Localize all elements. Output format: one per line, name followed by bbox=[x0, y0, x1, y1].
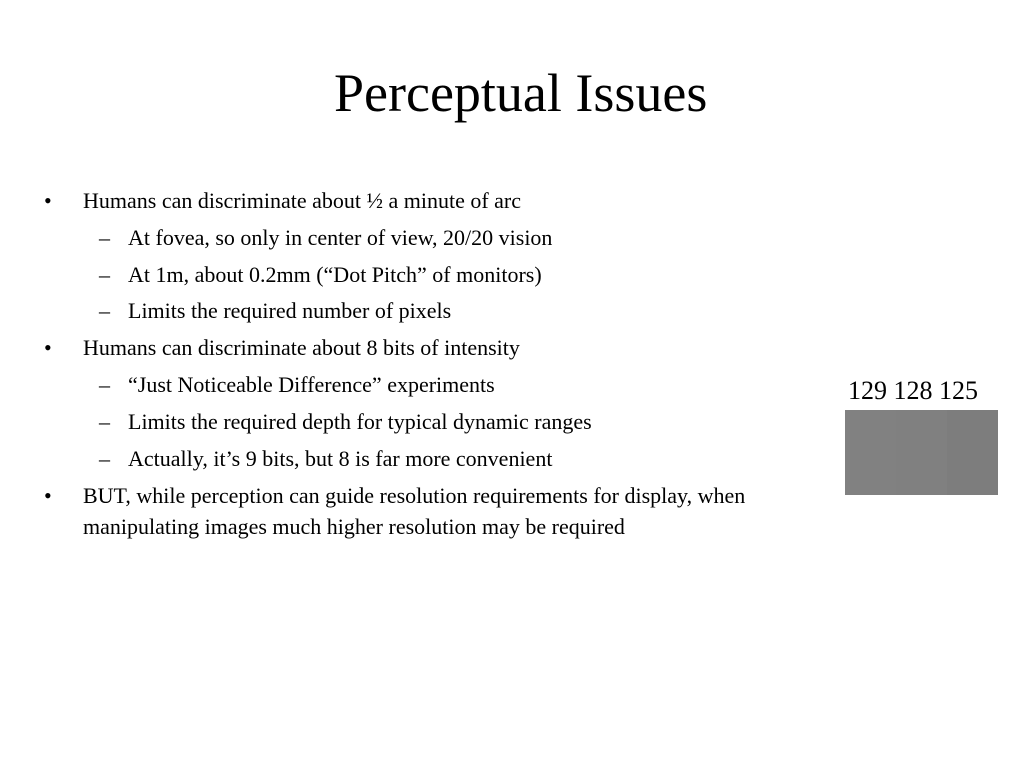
intensity-swatch-129 bbox=[845, 410, 896, 495]
bullet-marker: • bbox=[44, 483, 52, 508]
sub-marker: – bbox=[99, 225, 110, 250]
bullet-2-text: Humans can discriminate about 8 bits of intensity bbox=[83, 335, 520, 360]
sub-marker: – bbox=[99, 409, 110, 434]
bullet-2-sub-3: Actually, it’s 9 bits, but 8 is far more convenient bbox=[128, 446, 553, 471]
sub-marker: – bbox=[99, 262, 110, 287]
bullet-marker: • bbox=[44, 188, 52, 213]
bullet-1-sub-3: Limits the required number of pixels bbox=[128, 298, 452, 323]
sub-marker: – bbox=[99, 372, 110, 397]
intensity-values-label: 129 128 125 bbox=[848, 376, 978, 405]
bullet-1-sub-1: At fovea, so only in center of view, 20/20 vision bbox=[128, 225, 553, 250]
bullet-marker: • bbox=[44, 335, 52, 360]
bullet-1-text: Humans can discriminate about ½ a minute of arc bbox=[83, 188, 522, 213]
sub-marker: – bbox=[99, 446, 110, 471]
bullet-1-sub-2: At 1m, about 0.2mm (“Dot Pitch” of monitors) bbox=[128, 262, 542, 287]
bullet-3-text-line-2: manipulating images much higher resolution may be required bbox=[83, 514, 625, 539]
bullet-2-sub-1: “Just Noticeable Difference” experiments bbox=[128, 372, 495, 397]
bullet-3-text-line-1: BUT, while perception can guide resolution requirements for display, when bbox=[83, 483, 746, 508]
intensity-swatch-128 bbox=[896, 410, 947, 495]
intensity-swatches bbox=[845, 410, 998, 495]
intensity-swatch-125 bbox=[947, 410, 998, 495]
slide-title: Perceptual Issues bbox=[334, 63, 708, 123]
sub-marker: – bbox=[99, 298, 110, 323]
bullet-2-sub-2: Limits the required depth for typical dynamic ranges bbox=[128, 409, 592, 434]
